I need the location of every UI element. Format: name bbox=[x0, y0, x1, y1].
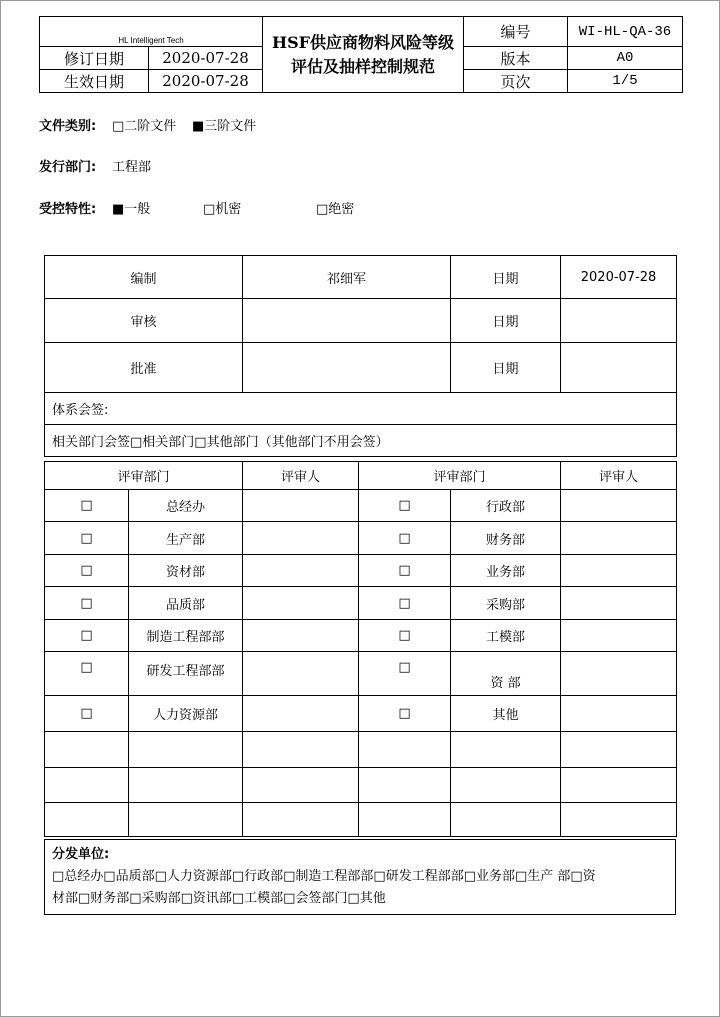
company-name: HL Intelligent Tech bbox=[40, 17, 263, 47]
revise-date-value: 2020-07-28 bbox=[149, 47, 263, 70]
col-header-dept-right: 评审部门 bbox=[359, 462, 561, 490]
code-label: 编号 bbox=[464, 17, 568, 47]
dept-checkbox-left[interactable]: □ bbox=[45, 555, 129, 587]
dept-name-right: 行政部 bbox=[451, 490, 561, 522]
dept-name-left: 生产部 bbox=[129, 522, 243, 555]
prepared-label: 编制 bbox=[45, 256, 243, 299]
document-header bbox=[39, 16, 683, 93]
reviewer-field-right[interactable] bbox=[561, 490, 677, 522]
review-row bbox=[45, 696, 677, 732]
col-header-reviewer-right: 评审人 bbox=[561, 462, 677, 490]
review-row bbox=[45, 620, 677, 652]
dept-checkbox-left[interactable]: □ bbox=[45, 696, 129, 732]
empty-cell[interactable] bbox=[359, 732, 451, 768]
category-option-3rd-level[interactable]: ■三阶文件 bbox=[192, 119, 257, 134]
empty-cell[interactable] bbox=[451, 803, 561, 837]
dept-name-left: 研发工程部部 bbox=[129, 652, 243, 696]
reviewer-field-right[interactable] bbox=[561, 587, 677, 620]
distribution-line-1: □总经办□品质部□人力资源部□行政部□制造工程部部□研发工程部部□业务部□生产 部□资 bbox=[52, 869, 596, 884]
dept-name-left: 人力资源部 bbox=[129, 696, 243, 732]
category-option-2nd-level[interactable]: □二阶文件 bbox=[112, 119, 177, 134]
dept-name-right: 工模部 bbox=[451, 620, 561, 652]
distribution-cell bbox=[45, 840, 676, 915]
distribution-label: 分发单位: bbox=[52, 847, 110, 862]
empty-cell[interactable] bbox=[359, 768, 451, 803]
review-row bbox=[45, 490, 677, 522]
dept-checkbox-left[interactable]: □ bbox=[45, 587, 129, 620]
review-signature-field[interactable] bbox=[243, 299, 451, 343]
reviewer-field-left[interactable] bbox=[243, 587, 359, 620]
review-row bbox=[45, 522, 677, 555]
approve-date-label: 日期 bbox=[451, 343, 561, 393]
empty-cell[interactable] bbox=[45, 768, 129, 803]
dept-checkbox-left[interactable]: □ bbox=[45, 522, 129, 555]
empty-cell[interactable] bbox=[561, 768, 677, 803]
department-value: 工程部 bbox=[112, 160, 152, 175]
empty-cell[interactable] bbox=[561, 732, 677, 768]
reviewer-field-right[interactable] bbox=[561, 555, 677, 587]
approve-signature-field[interactable] bbox=[243, 343, 451, 393]
category-label: 文件类别: bbox=[39, 119, 97, 134]
prepared-date-label: 日期 bbox=[451, 256, 561, 299]
dept-checkbox-right[interactable]: □ bbox=[359, 490, 451, 522]
empty-cell[interactable] bbox=[359, 803, 451, 837]
dept-name-right: 资 部 bbox=[451, 652, 561, 696]
review-date-field[interactable] bbox=[561, 299, 677, 343]
review-row bbox=[45, 652, 677, 696]
review-label: 审核 bbox=[45, 299, 243, 343]
empty-cell[interactable] bbox=[129, 768, 243, 803]
code-value: WI-HL-QA-36 bbox=[568, 17, 683, 47]
reviewer-field-right[interactable] bbox=[561, 696, 677, 732]
control-option-confidential[interactable]: □机密 bbox=[203, 202, 242, 217]
page-value: 1/5 bbox=[568, 70, 683, 93]
dept-name-right: 采购部 bbox=[451, 587, 561, 620]
dept-name-left: 品质部 bbox=[129, 587, 243, 620]
dept-checkbox-right[interactable]: □ bbox=[359, 696, 451, 732]
empty-cell[interactable] bbox=[129, 803, 243, 837]
reviewer-field-left[interactable] bbox=[243, 620, 359, 652]
review-header-row bbox=[45, 462, 677, 490]
prepared-date: 2020-07-28 bbox=[561, 256, 677, 299]
distribution-line-2: 材部□财务部□采购部□资讯部□工模部□会签部门□其他 bbox=[52, 891, 386, 906]
dept-checkbox-right[interactable]: □ bbox=[359, 587, 451, 620]
empty-cell[interactable] bbox=[243, 732, 359, 768]
department-label: 发行部门: bbox=[39, 160, 97, 175]
dept-checkbox-left[interactable]: □ bbox=[45, 652, 129, 696]
countersign-related: 相关部门会签□相关部门□其他部门（其他部门不用会签） bbox=[45, 425, 677, 457]
control-option-top-secret[interactable]: □绝密 bbox=[316, 202, 355, 217]
version-label: 版本 bbox=[464, 47, 568, 70]
control-row bbox=[39, 198, 639, 218]
dept-checkbox-right[interactable]: □ bbox=[359, 652, 451, 696]
countersign-label: 体系会签: bbox=[45, 393, 677, 425]
distribution-table bbox=[44, 839, 676, 915]
category-row bbox=[39, 115, 639, 135]
page-label: 页次 bbox=[464, 70, 568, 93]
empty-row bbox=[45, 768, 677, 803]
dept-checkbox-right[interactable]: □ bbox=[359, 522, 451, 555]
review-date-label: 日期 bbox=[451, 299, 561, 343]
effective-date-value: 2020-07-28 bbox=[149, 70, 263, 93]
effective-date-label: 生效日期 bbox=[40, 70, 149, 93]
reviewer-field-right[interactable] bbox=[561, 620, 677, 652]
review-departments-table bbox=[44, 461, 677, 837]
dept-checkbox-left[interactable]: □ bbox=[45, 490, 129, 522]
department-row bbox=[39, 156, 639, 176]
reviewer-field-left[interactable] bbox=[243, 555, 359, 587]
prepared-row bbox=[45, 256, 677, 299]
version-value: A0 bbox=[568, 47, 683, 70]
reviewer-field-right[interactable] bbox=[561, 522, 677, 555]
control-label: 受控特性: bbox=[39, 202, 97, 217]
dept-name-right: 其他 bbox=[451, 696, 561, 732]
revise-date-label: 修订日期 bbox=[40, 47, 149, 70]
dept-checkbox-right[interactable]: □ bbox=[359, 620, 451, 652]
control-option-general[interactable]: ■一般 bbox=[112, 202, 151, 217]
review-row bbox=[45, 299, 677, 343]
empty-row bbox=[45, 803, 677, 837]
reviewer-field-right[interactable] bbox=[561, 652, 677, 696]
dept-name-right: 财务部 bbox=[451, 522, 561, 555]
empty-cell[interactable] bbox=[451, 732, 561, 768]
dept-checkbox-left[interactable]: □ bbox=[45, 620, 129, 652]
empty-cell[interactable] bbox=[561, 803, 677, 837]
empty-cell[interactable] bbox=[243, 803, 359, 837]
title-line-1: HSF供应商物料风险等级 bbox=[271, 32, 455, 52]
dept-name-left: 总经办 bbox=[129, 490, 243, 522]
reviewer-field-left[interactable] bbox=[243, 522, 359, 555]
empty-cell[interactable] bbox=[451, 768, 561, 803]
prepared-by: 祁细军 bbox=[243, 256, 451, 299]
empty-row bbox=[45, 732, 677, 768]
reviewer-field-left[interactable] bbox=[243, 652, 359, 696]
approve-date-field[interactable] bbox=[561, 343, 677, 393]
reviewer-field-left[interactable] bbox=[243, 490, 359, 522]
review-row bbox=[45, 555, 677, 587]
col-header-dept-left: 评审部门 bbox=[45, 462, 243, 490]
empty-cell[interactable] bbox=[129, 732, 243, 768]
dept-name-right: 业务部 bbox=[451, 555, 561, 587]
dept-checkbox-right[interactable]: □ bbox=[359, 555, 451, 587]
dept-name-left: 制造工程部部 bbox=[129, 620, 243, 652]
review-row bbox=[45, 587, 677, 620]
empty-cell[interactable] bbox=[45, 732, 129, 768]
empty-cell[interactable] bbox=[45, 803, 129, 837]
col-header-reviewer-left: 评审人 bbox=[243, 462, 359, 490]
reviewer-field-left[interactable] bbox=[243, 696, 359, 732]
document-title bbox=[263, 17, 464, 93]
approve-label: 批准 bbox=[45, 343, 243, 393]
title-line-2: 评估及抽样控制规范 bbox=[290, 56, 435, 76]
approval-table bbox=[44, 255, 677, 457]
approve-row bbox=[45, 343, 677, 393]
empty-cell[interactable] bbox=[243, 768, 359, 803]
dept-name-left: 资材部 bbox=[129, 555, 243, 587]
